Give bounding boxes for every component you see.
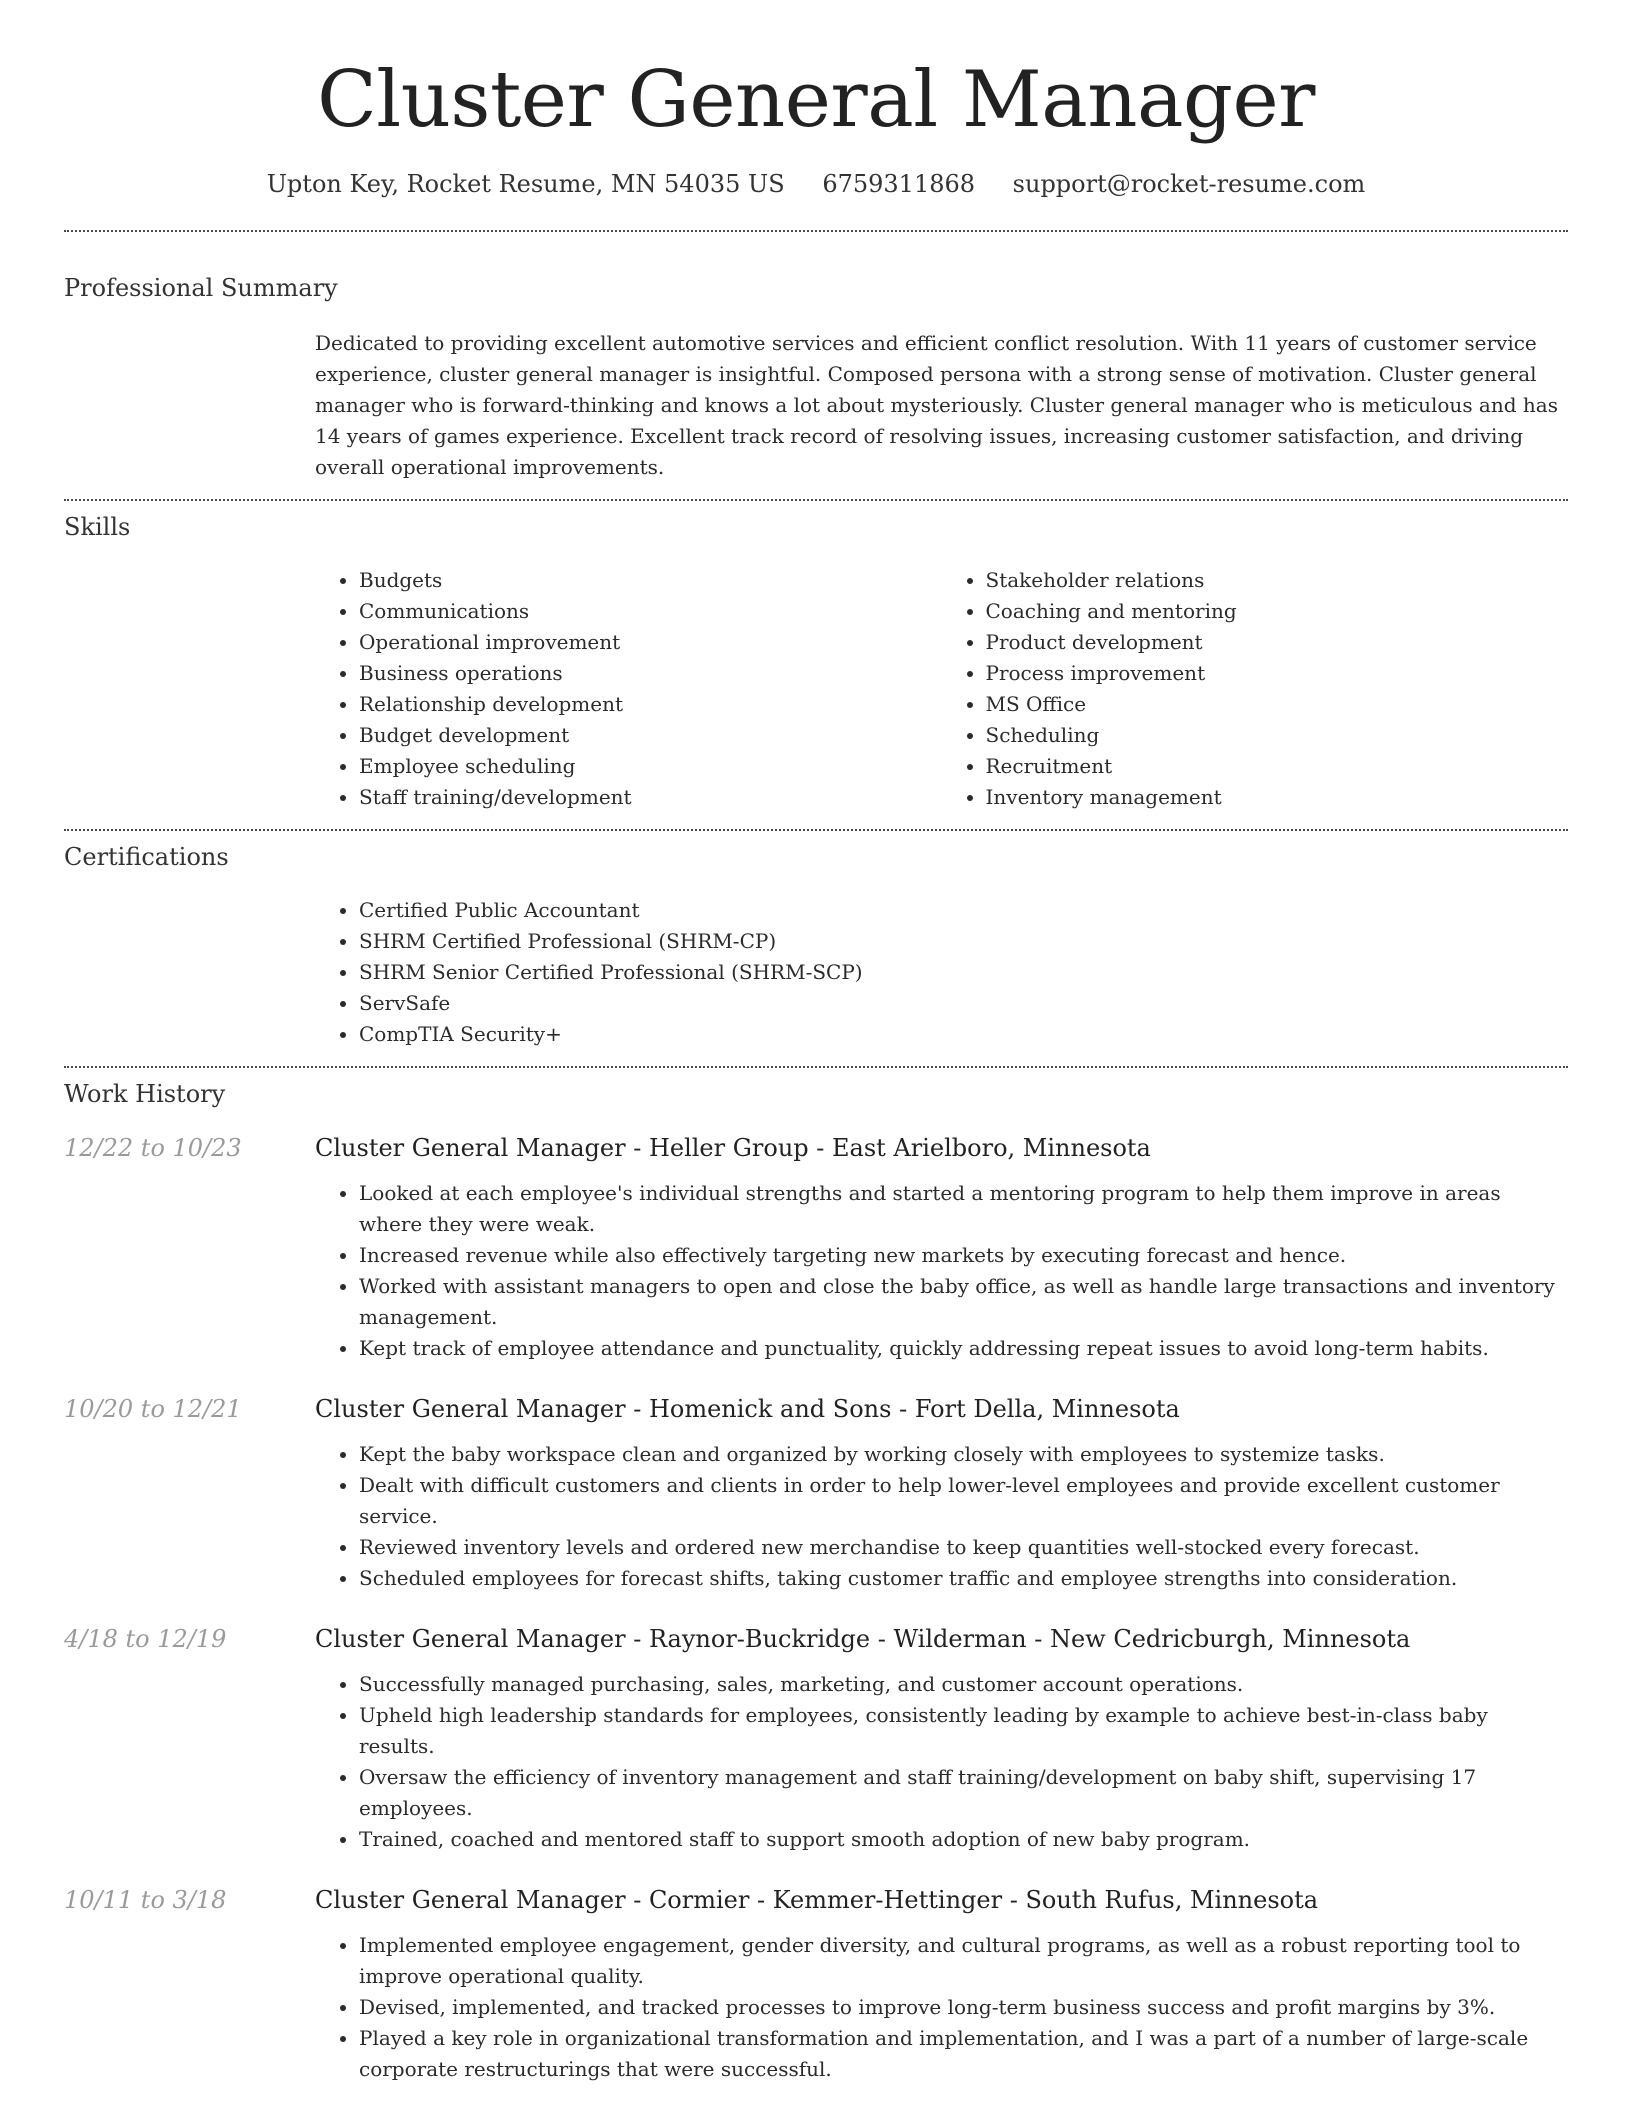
job-entry (64, 1884, 1568, 2085)
skill-item: • Coaching and mentoring (986, 596, 1569, 627)
skill-item: • Communications (359, 596, 942, 627)
skill-item: • Product development (986, 627, 1569, 658)
skill-item: • Relationship development (359, 689, 942, 720)
job-bullet: • Kept the baby workspace clean and organized by working closely with employees to systemize tasks. (359, 1439, 1568, 1470)
certification-item: • Certified Public Accountant (359, 895, 1568, 926)
skill-item: • Business operations (359, 658, 942, 689)
skill-item: • Stakeholder relations (986, 565, 1569, 596)
skills-list-right (942, 565, 1569, 813)
job-bullet: • Reviewed inventory levels and ordered new merchandise to keep quantities well-stocked every forecast. (359, 1532, 1568, 1563)
job-dates: 4/18 to 12/19 (64, 1625, 227, 1653)
job-title: Cluster General Manager - Homenick and Sons - Fort Della, Minnesota (315, 1395, 1180, 1423)
job-bullet: • Dealt with difficult customers and clients in order to help lower-level employees and provide excellent customer service. (359, 1470, 1568, 1532)
divider (64, 829, 1568, 831)
certification-item: • ServSafe (359, 988, 1568, 1019)
job-bullet: • Trained, coached and mentored staff to support smooth adoption of new baby program. (359, 1824, 1568, 1855)
skills-list-left (315, 565, 942, 813)
job-bullet: • Implemented employee engagement, gender diversity, and cultural programs, as well as a robust reporting tool to improve operational quality. (359, 1930, 1568, 1992)
skill-item: • Scheduling (986, 720, 1569, 751)
contact-phone: 6759311868 (822, 170, 976, 198)
job-entry (64, 1623, 1568, 1855)
certification-item: • SHRM Certified Professional (SHRM-CP) (359, 926, 1568, 957)
skill-item: • MS Office (986, 689, 1569, 720)
skills-title: Skills (64, 513, 131, 541)
job-bullets (315, 1930, 1568, 2085)
job-bullet: • Scheduled employees for forecast shifts, taking customer traffic and employee strengths into consideration. (359, 1563, 1568, 1594)
contact-line (64, 168, 1568, 200)
job-bullets (315, 1178, 1568, 1364)
resume-page (64, 0, 1568, 2085)
summary-section (64, 272, 1568, 483)
divider (64, 1066, 1568, 1068)
skill-item: • Budgets (359, 565, 942, 596)
divider (64, 230, 1568, 232)
job-title: Cluster General Manager - Cormier - Kemmer-Hettinger - South Rufus, Minnesota (315, 1886, 1319, 1914)
certifications-section (64, 841, 1568, 1050)
job-bullets (315, 1439, 1568, 1594)
skill-item: • Inventory management (986, 782, 1569, 813)
job-bullet: • Worked with assistant managers to open and close the baby office, as well as handle large transactions and inventory management. (359, 1271, 1568, 1333)
work-history-title: Work History (64, 1080, 226, 1108)
certifications-list (315, 895, 1568, 1050)
resume-name: Cluster General Manager (317, 55, 1315, 145)
contact-email: support@rocket-resume.com (1012, 170, 1366, 198)
certification-item: • SHRM Senior Certified Professional (SHRM-SCP) (359, 957, 1568, 988)
job-entry (64, 1132, 1568, 1364)
job-bullet: • Played a key role in organizational transformation and implementation, and I was a part of a number of large-scale corporate restructurings that were successful. (359, 2023, 1568, 2085)
skill-item: • Operational improvement (359, 627, 942, 658)
divider (64, 499, 1568, 501)
work-history-section (64, 1078, 1568, 2085)
job-bullets (315, 1669, 1568, 1855)
job-title: Cluster General Manager - Heller Group - East Arielboro, Minnesota (315, 1134, 1151, 1162)
skill-item: • Staff training/development (359, 782, 942, 813)
skills-section (64, 511, 1568, 813)
skill-item: • Employee scheduling (359, 751, 942, 782)
job-bullet: • Kept track of employee attendance and punctuality, quickly addressing repeat issues to avoid long-term habits. (359, 1333, 1568, 1364)
certification-item: • CompTIA Security+ (359, 1019, 1568, 1050)
job-dates: 10/20 to 12/21 (64, 1395, 242, 1423)
job-bullet: • Devised, implemented, and tracked processes to improve long-term business success and profit margins by 3%. (359, 1992, 1568, 2023)
job-bullet: • Oversaw the efficiency of inventory management and staff training/development on baby shift, supervising 17 employees. (359, 1762, 1568, 1824)
certifications-title: Certifications (64, 843, 229, 871)
summary-title: Professional Summary (64, 274, 338, 302)
summary-text: Dedicated to providing excellent automotive services and efficient conflict resolution. With 11 years of customer service experience, cluster general manager is insightful. Composed persona with a strong sense of motivation. Cluster general manager who is forward-thinking and knows a lot about mysteriously. Cluster general manager who is meticulous and has 14 years of games experience. Excellent track record of resolving issues, increasing customer satisfaction, and driving overall operational improvements. (315, 331, 1558, 479)
job-bullet: • Upheld high leadership standards for employees, consistently leading by example to achieve best-in-class baby results. (359, 1700, 1568, 1762)
job-bullet: • Looked at each employee's individual strengths and started a mentoring program to help them improve in areas where they were weak. (359, 1178, 1568, 1240)
job-bullet: • Successfully managed purchasing, sales, marketing, and customer account operations. (359, 1669, 1568, 1700)
job-title: Cluster General Manager - Raynor-Buckridge - Wilderman - New Cedricburgh, Minnesota (315, 1625, 1411, 1653)
job-dates: 10/11 to 3/18 (64, 1886, 227, 1914)
skill-item: • Budget development (359, 720, 942, 751)
job-entry (64, 1393, 1568, 1594)
skill-item: • Recruitment (986, 751, 1569, 782)
skill-item: • Process improvement (986, 658, 1569, 689)
job-dates: 12/22 to 10/23 (64, 1134, 242, 1162)
job-bullet: • Increased revenue while also effectively targeting new markets by executing forecast and hence. (359, 1240, 1568, 1271)
contact-address: Upton Key, Rocket Resume, MN 54035 US (266, 170, 785, 198)
